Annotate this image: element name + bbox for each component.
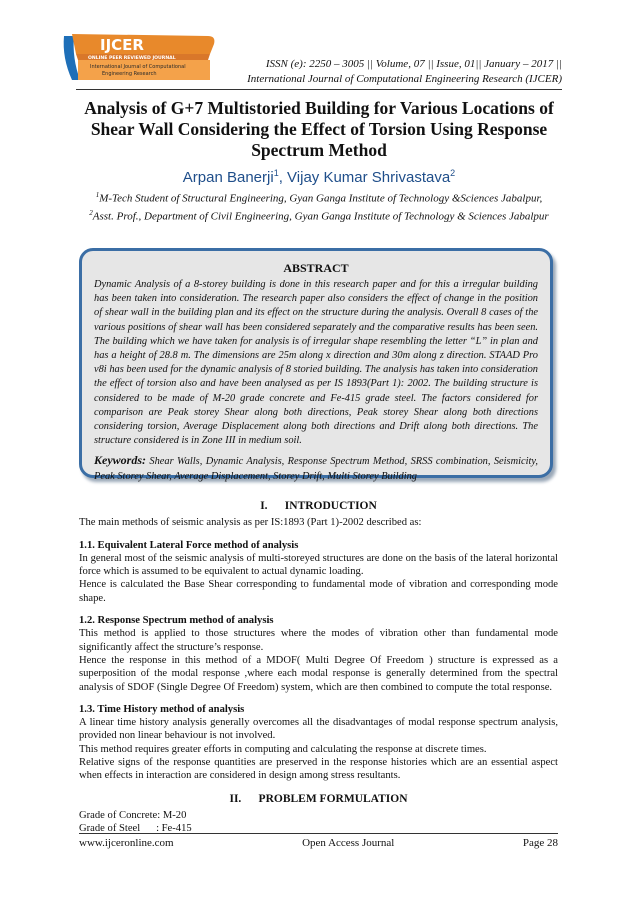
header-divider — [76, 89, 562, 90]
author-separator: , — [278, 169, 288, 186]
journal-info — [202, 57, 562, 87]
logo-subtitle-2: Engineering Research — [102, 71, 157, 77]
section-introduction-heading: I. INTRODUCTION — [260, 500, 377, 512]
abstract-box — [79, 248, 553, 482]
subsection-1-1-heading: 1.1. Equivalent Lateral Force method of analysis — [79, 539, 299, 551]
ijcer-logo-icon — [58, 30, 220, 86]
keywords — [94, 453, 538, 483]
journal-name-line: International Journal of Computational Engineering Research (IJCER) — [247, 73, 562, 85]
keywords-label: Keywords: — [94, 453, 146, 468]
affiliation-1-sup: 1 — [95, 191, 100, 199]
subsection-1-3-heading: 1.3. Time History method of analysis — [79, 703, 245, 715]
affiliation-1 — [76, 188, 562, 206]
subsection-1-2-p1: This method is applied to those structures where the modes of vibration other than fundamental mode significantly affect the structure’s response. — [79, 628, 558, 653]
subsection-1-1-p2: Hence is calculated the Base Shear corresponding to fundamental mode of vibration and corresponding mode shape. — [79, 579, 558, 604]
affiliation-1-text: M-Tech Student of Structural Engineering, Gyan Ganga Institute of Technology &Sciences Jabalpur, — [99, 192, 543, 205]
subsection-1-1-p1: In general most of the seismic analysis of multi-storeyed structures are done on the basis of the lateral horizontal force which is assumed to be equivalent to actual dynamic loading. — [79, 552, 558, 578]
journal-logo — [58, 30, 220, 86]
journal-issn-line: ISSN (e): 2250 – 3005 || Volume, 07 || Issue, 01|| January – 2017 || — [265, 58, 562, 70]
paper-title: Analysis of G+7 Multistoried Building for Various Locations of Shear Wall Considering the Effect of Torsion Using Response Spectrum Method — [84, 98, 554, 160]
concrete-grade: Grade of Concrete: M-20 — [79, 809, 187, 821]
footer-access: Open Access Journal — [302, 837, 395, 849]
author-1: Arpan Banerji — [182, 169, 274, 186]
logo-text: IJCER — [100, 36, 144, 54]
author-2-sup: 2 — [450, 168, 456, 178]
abstract-text: Dynamic Analysis of a 8-storey building is done in this research paper and for this a irregular building has been taken into consideration. The research paper also considers the effect of change in the position of shear wall in the building plan and its effect on the structure during the analysis. Overall 8 cases of the various positions of shear wall has been considered separately and the comparative results has been seen. The building which we have taken for analysis is of irregular shape resembling the letter “L” in plan and has a height of 28.8 m. The dimensions are 25m along x direction and 30m along z direction. STAAD Pro v8i has been used for the dynamic analysis of 8 storied building. The analysis has taken into consideration the effect of torsion also and have been analysed as per IS 1893(Part 1): 2002. The building structure is considered to be made of M-20 grade concrete and Fe-415 grade steel. The factors considered for comparison are Peak storey Shear along both directions, Peak storey Shear along both directions considering torsion, Average Displacement along both directions and Drift along both directions. The structure considered is in Zone III in medium soil. — [94, 279, 538, 447]
steel-grade: Grade of Steel : Fe-415 — [79, 823, 192, 835]
affiliation-2 — [76, 206, 562, 224]
affiliations — [76, 188, 562, 223]
author-list — [76, 168, 562, 186]
subsection-1-3-p1: A linear time history analysis generally overcomes all the disadvantages of modal response spectrum analysis, provided non linear behaviour is not involved. — [79, 717, 558, 742]
keywords-text: Shear Walls, Dynamic Analysis, Response Spectrum Method, SRSS combination, Seismicity, Peak Storey Shear, Average Displacement, Storey Drift, Multi Storey Building — [94, 456, 538, 482]
footer-page-number: Page 28 — [522, 837, 558, 849]
author-2: Vijay Kumar Shrivastava — [287, 169, 451, 186]
paper-body — [79, 500, 558, 836]
affiliation-2-sup: 2 — [89, 208, 93, 217]
subsection-1-3-p2: This method requires greater efforts in computing and calculating the response at discrete times. — [79, 743, 487, 755]
author-1-sup: 1 — [273, 168, 279, 178]
subsection-1-2-p2: Hence the response in this method of a MDOF( Multi Degree Of Freedom ) structure is expressed as a superposition of the modal response ,where each modal response is generally determined from the spectral analysis of SDOF (Single Degree Of Freedom) system, which are then combined to compute the total response. — [79, 654, 558, 693]
affiliation-2-text: Asst. Prof., Department of Civil Engineering, Gyan Ganga Institute of Technology & Sciences Jabalpur — [92, 210, 549, 223]
logo-subtitle-1: International Journal of Computational — [90, 64, 186, 70]
subsection-1-2-heading: 1.2. Response Spectrum method of analysis — [79, 615, 274, 627]
footer-divider — [79, 833, 558, 834]
footer-website-link[interactable]: www.ijceronline.com — [79, 837, 174, 849]
logo-tagline: ONLINE PEER REVIEWED JOURNAL — [88, 56, 176, 61]
abstract-heading: ABSTRACT — [283, 261, 349, 275]
subsection-1-3-p3: Relative signs of the response quantities are preserved in the response histories which are an essential aspect when effects in interaction are considered in design among stress resultants. — [79, 757, 558, 782]
section-problem-heading: II. PROBLEM FORMULATION — [229, 792, 408, 805]
page-footer — [79, 837, 558, 853]
intro-lead: The main methods of seismic analysis as per IS:1893 (Part 1)-2002 described as: — [79, 517, 422, 529]
